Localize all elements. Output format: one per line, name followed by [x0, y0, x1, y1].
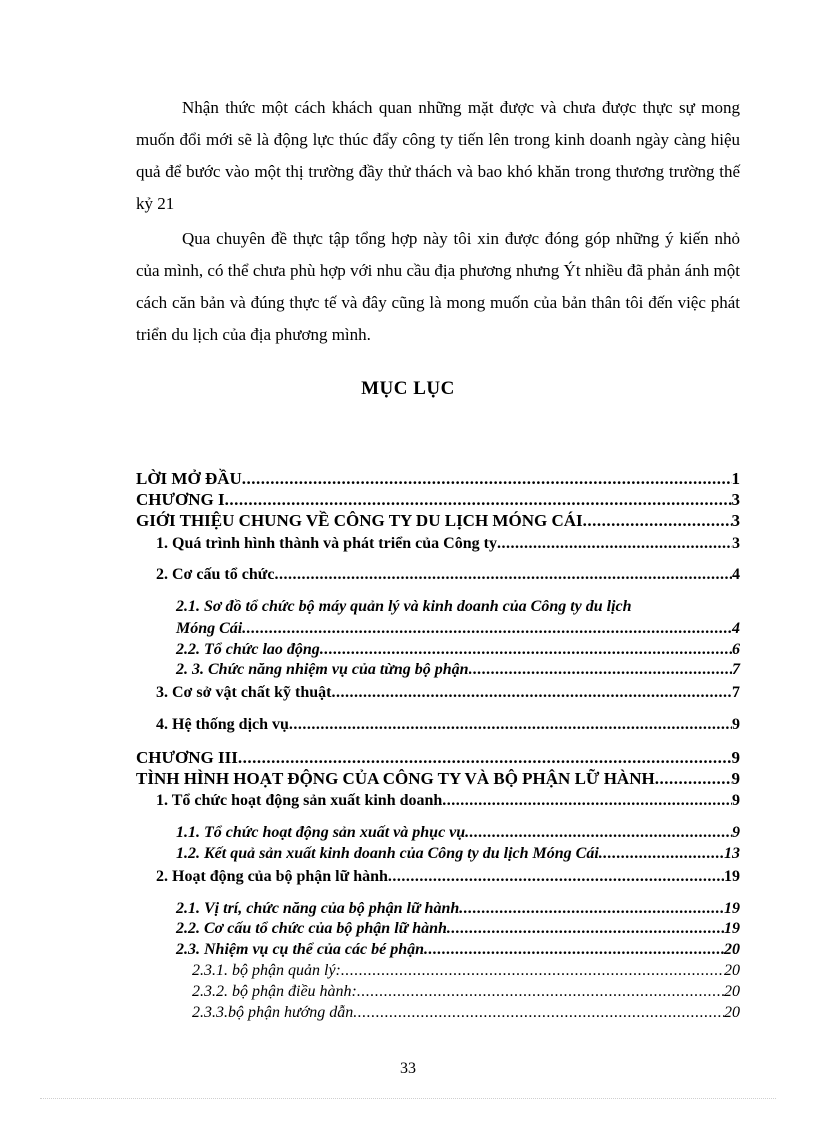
toc-entry-line1[interactable]: 2.1. Sơ đồ tổ chức bộ máy quản lý và kinh doanh của Công ty du lịch: [176, 598, 632, 615]
toc-entry[interactable]: CHƯƠNG III ..... 9: [136, 748, 740, 768]
toc-entry[interactable]: 2. Hoạt động của bộ phận lữ hành ..... 19: [156, 868, 740, 888]
toc-entry[interactable]: LỜI MỞ ĐẦU ..... 1: [136, 469, 740, 489]
toc-entry[interactable]: 2.3.3.bộ phận hướng dẫn ..... 20: [192, 1004, 740, 1024]
toc-entry[interactable]: 2.1. Vị trí, chức năng của bộ phận lữ hành ..... 19: [176, 900, 740, 920]
toc-entry[interactable]: 2.3.2. bộ phận điều hành: ..... 20: [192, 983, 740, 1003]
toc-entry[interactable]: 1. Quá trình hình thành và phát triển của Công ty ..... 3: [156, 535, 740, 555]
toc-title: MỤC LỤC: [361, 378, 455, 399]
toc-entry[interactable]: 1.1. Tổ chức hoạt động sản xuất và phục vụ ..... 9: [176, 824, 740, 844]
paragraph-1: Nhận thức một cách khách quan những mặt được và chưa được thực sự mong muốn đổi mới sẽ là động lực thúc đẩy công ty tiến lên trong kinh doanh ngày càng hiệu quả để bước vào một thị trường đầy thử thách và bao khó khăn trong thương trường thế kỷ 21: [136, 98, 740, 213]
toc-entry[interactable]: 1.2. Kết quả sản xuất kinh doanh của Công ty du lịch Móng Cái ..... 13: [176, 845, 740, 865]
page-number: 33: [400, 1060, 416, 1077]
toc-entry[interactable]: CHƯƠNG I ..... 3: [136, 490, 740, 510]
toc-entry[interactable]: 2.2. Cơ cấu tổ chức của bộ phận lữ hành ..... 19: [176, 920, 740, 940]
toc-entry[interactable]: 2.3.1. bộ phận quản lý: ..... 20: [192, 962, 740, 982]
toc-entry[interactable]: 4. Hệ thống dịch vụ ..... 9: [156, 716, 740, 736]
toc-entry[interactable]: 2. Cơ cấu tổ chức ..... 4: [156, 566, 740, 586]
page-bottom-divider: [40, 1098, 776, 1099]
toc-entry[interactable]: 1. Tổ chức hoạt động sản xuất kinh doanh ..... 9: [156, 792, 740, 812]
toc-entry[interactable]: GIỚI THIỆU CHUNG VỀ CÔNG TY DU LỊCH MÓNG CÁI ..... 3: [136, 511, 740, 531]
toc-entry[interactable]: 2. 3. Chức năng nhiệm vụ của từng bộ phận ..... 7: [176, 661, 740, 681]
toc-entry[interactable]: 2.2. Tổ chức lao động ..... 6: [176, 641, 740, 661]
paragraph-2: Qua chuyên đề thực tập tổng hợp này tôi xin được đóng góp những ý kiến nhỏ của mình, có thể chưa phù hợp với nhu cầu địa phương nhưng Ýt nhiều đã phản ánh một cách căn bản và đúng thực tế và đây cũng là mong muốn của bản thân tôi đến việc phát triển du lịch của địa phương mình.: [136, 229, 740, 344]
toc-entry[interactable]: 2.3. Nhiệm vụ cụ thể của các bé phận ..... 20: [176, 941, 740, 961]
toc-entry[interactable]: TÌNH HÌNH HOẠT ĐỘNG CỦA CÔNG TY VÀ BỘ PHẬN LỮ HÀNH ..... 9: [136, 769, 740, 789]
toc-entry[interactable]: 3. Cơ sở vật chất kỹ thuật ..... 7: [156, 684, 740, 704]
toc-entry[interactable]: Móng Cái ..... 4: [176, 620, 740, 640]
